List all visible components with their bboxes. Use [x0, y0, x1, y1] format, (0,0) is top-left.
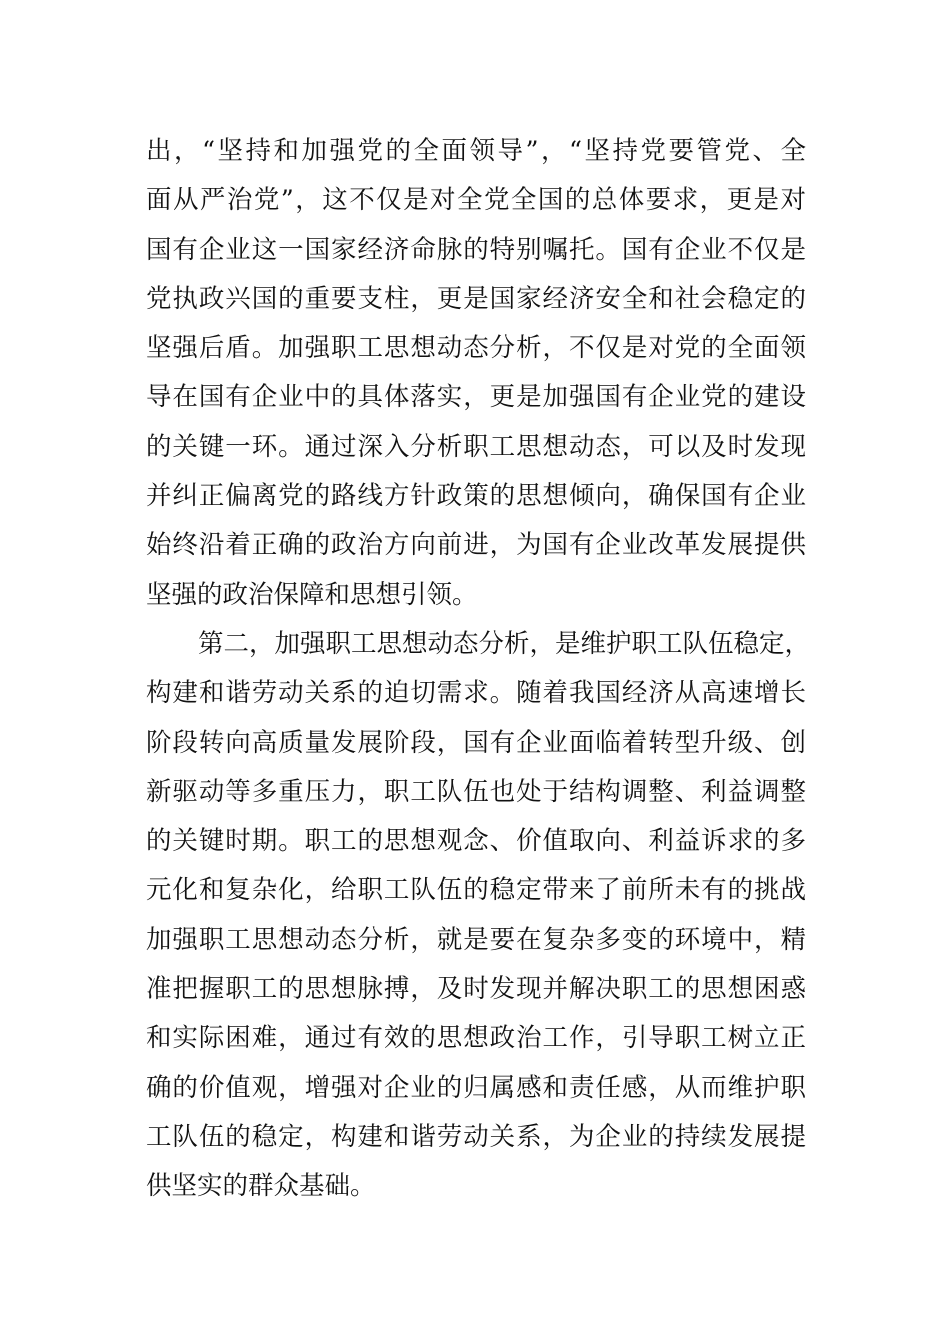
document-body	[146, 127, 811, 1212]
text-line: 国有企业这一国家经济命脉的特别嘱托。国有企业不仅是	[146, 234, 806, 265]
text-line: 坚强的政治保障和思想引领。	[146, 579, 478, 610]
text-line: 坚强后盾。加强职工思想动态分析，不仅是对党的全面领	[146, 333, 806, 364]
text-line: 新驱动等多重压力，职工队伍也处于结构调整、利益调整	[146, 776, 806, 807]
text-line: 导在国有企业中的具体落实，更是加强国有企业党的建设	[146, 382, 806, 413]
text-line: 面从严治党”，这不仅是对全党全国的总体要求，更是对	[146, 185, 806, 216]
paragraph-1	[146, 127, 806, 620]
text-line: 准把握职工的思想脉搏，及时发现并解决职工的思想困惑	[146, 974, 806, 1005]
paragraph-2	[146, 620, 811, 1212]
text-line: 构建和谐劳动关系的迫切需求。随着我国经济从高速增长	[146, 678, 806, 709]
text-line: 和实际困难，通过有效的思想政治工作，引导职工树立正	[146, 1023, 806, 1054]
text-line: 第二，加强职工思想动态分析，是维护职工队伍稳定，	[198, 628, 811, 659]
text-line: 阶段转向高质量发展阶段，国有企业面临着转型升级、创	[146, 727, 806, 758]
text-line: 的关键时期。职工的思想观念、价值取向、利益诉求的多	[146, 826, 806, 857]
text-line: 党执政兴国的重要支柱，更是国家经济安全和社会稳定的	[146, 283, 806, 314]
text-line: 的关键一环。通过深入分析职工思想动态，可以及时发现	[146, 431, 806, 462]
text-line: 工队伍的稳定，构建和谐劳动关系，为企业的持续发展提	[146, 1121, 806, 1152]
text-line: 供坚实的群众基础。	[146, 1171, 376, 1202]
text-line: 始终沿着正确的政治方向前进，为国有企业改革发展提供	[146, 530, 806, 561]
text-line: 确的价值观，增强对企业的归属感和责任感，从而维护职	[146, 1072, 806, 1103]
text-line: 出，“坚持和加强党的全面领导”，“坚持党要管党、全	[146, 136, 806, 166]
text-line: 并纠正偏离党的路线方针政策的思想倾向，确保国有企业	[146, 481, 806, 512]
text-line: 加强职工思想动态分析，就是要在复杂多变的环境中，精	[146, 924, 806, 955]
text-line: 元化和复杂化，给职工队伍的稳定带来了前所未有的挑战	[146, 875, 806, 906]
